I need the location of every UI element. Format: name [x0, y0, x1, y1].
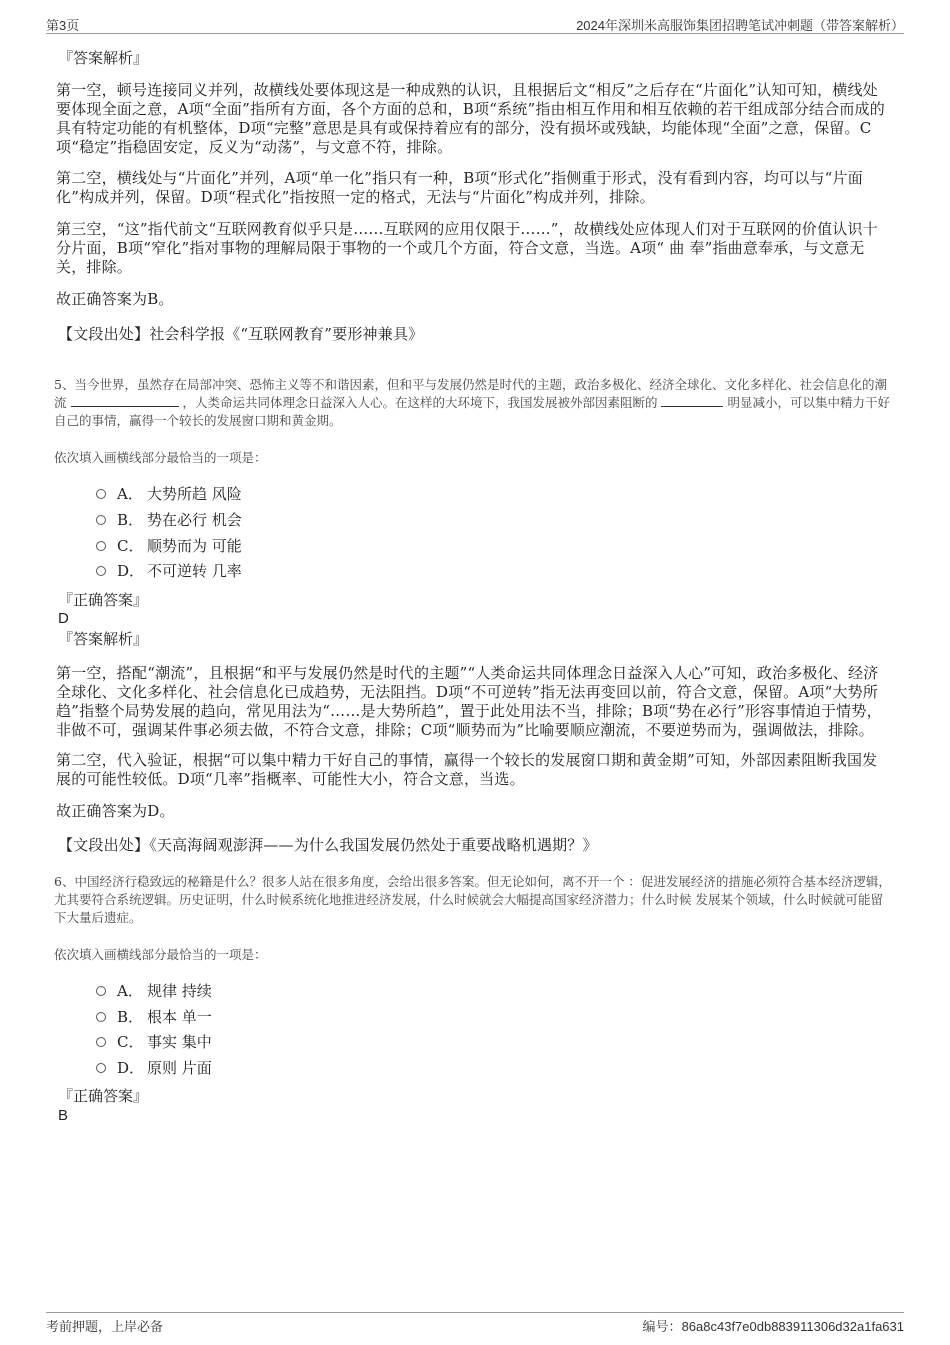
document-title: 2024年深圳米高服饰集团招聘笔试冲刺题（带答案解析）	[576, 18, 904, 33]
radio-icon[interactable]	[96, 515, 106, 525]
q4-conclusion: 故正确答案为B。	[56, 290, 174, 308]
footer-slogan: 考前押题，上岸必备	[46, 1320, 164, 1335]
q5-analysis-label: 『答案解析』	[58, 630, 149, 648]
q5-option-a[interactable]: A． 大势所趋 风险	[96, 484, 242, 504]
document-code: 编号：86a8c43f7e0db883911306d32a1fa631	[642, 1319, 904, 1335]
radio-icon[interactable]	[96, 1063, 106, 1073]
radio-icon[interactable]	[96, 1012, 106, 1022]
radio-icon[interactable]	[96, 986, 106, 996]
q5-answer: D	[58, 610, 69, 627]
q4-analysis-label: 『答案解析』	[58, 49, 149, 67]
q4-analysis-p1: 第一空，顿号连接同义并列，故横线处要体现这是一种成熟的认识，且根据后文“相反”之后存在“片面化”认知可知，横线处要体现全面之意，A项“全面”指所有方面，各个方面的总和，B项“系统”指由相互作用和相互依赖的若干组成部分结合而成的具有特定功能的有机整体，D项“完整”意思是具有或保持着应有的部分，没有损坏或残缺，均能体现“全面”之意，保留。C项“稳定”指稳固安定，反义为“动荡”，与文意不符，排除。	[56, 81, 885, 156]
q5-instruction: 依次填入画横线部分最恰当的一项是：	[54, 450, 267, 465]
q5-option-c[interactable]: C． 顺势而为 可能	[96, 536, 242, 556]
page-footer	[46, 1312, 904, 1335]
q5-blank-1	[71, 394, 179, 407]
radio-icon[interactable]	[96, 541, 106, 551]
q5-blank-2	[661, 394, 723, 407]
q4-analysis-p3: 第三空，“这”指代前文“互联网教育似乎只是……互联网的应用仅限于……”，故横线处应体现人们对于互联网的价值认识十分片面，B项“窄化”指对事物的理解局限于事物的一个或几个方面，符合文意，当选。A项“ 曲 奉”指曲意奉承，与文意无关，排除。	[56, 220, 878, 276]
q5-analysis-p1: 第一空，搭配“潮流”，且根据“和平与发展仍然是时代的主题”“人类命运共同体理念日益深入人心”可知，政治多极化、经济全球化、文化多样化、社会信息化已成趋势，无法阻挡。D项“不可逆转”指无法再变回以前，符合文意，保留。A项“大势所趋”指整个局势发展的趋向，常见用法为“……是大势所趋”，置于此处用法不当，排除；B项“势在必行”形容事情迫于情势，非做不可，强调某件事必须去做，不符合文意，排除；C项“顺势而为”比喻要顺应潮流，不要逆势而为，强调做法，排除。	[56, 664, 882, 739]
page-number: 第3页	[46, 18, 80, 33]
radio-icon[interactable]	[96, 489, 106, 499]
q6-stem: 6、中国经济行稳致远的秘籍是什么？很多人站在很多角度，会给出很多答案。但无论如何，离不开一个 ：促进发展经济的措施必须符合基本经济逻辑，尤其要符合系统逻辑。历史证明，什么时候系统化地推进经济发展，什么时候就会大幅提高国家经济潜力；什么时候 发展某个领域，什么时候就可能留下大量后遗症。	[54, 874, 891, 925]
page-header	[46, 13, 904, 34]
radio-icon[interactable]	[96, 566, 106, 576]
q6-option-d[interactable]: D． 原则 片面	[96, 1058, 212, 1078]
q5-option-b[interactable]: B． 势在必行 机会	[96, 510, 242, 530]
q6-option-a[interactable]: A． 规律 持续	[96, 981, 212, 1001]
q5-option-d[interactable]: D． 不可逆转 几率	[96, 561, 242, 581]
q5-source: 【文段出处】《天高海阔观澎湃——为什么我国发展仍然处于重要战略机遇期？》	[58, 836, 598, 854]
q6-option-b[interactable]: B． 根本 单一	[96, 1007, 212, 1027]
q5-conclusion: 故正确答案为D。	[56, 802, 175, 820]
q6-answer: B	[58, 1107, 69, 1124]
q5-answer-label: 『正确答案』	[58, 591, 149, 609]
radio-icon[interactable]	[96, 1037, 106, 1047]
q6-answer-label: 『正确答案』	[58, 1087, 149, 1105]
q5-stem: 5、当今世界，虽然存在局部冲突、恐怖主义等不和谐因素，但和平与发展仍然是时代的主题，政治多极化、经济全球化、文化多样化、社会信息化的潮流 ，人类命运共同体理念日益深入人心。在这样的大环境下，我国发展被外部因素阻断的 明显减小，可以集中精力干好自己的事情，赢得一个较长的发展窗口期和黄金期。	[54, 377, 890, 428]
q4-source: 【文段出处】社会科学报《“互联网教育”要形神兼具》	[58, 325, 424, 343]
q6-option-c[interactable]: C． 事实 集中	[96, 1032, 212, 1052]
q6-instruction: 依次填入画横线部分最恰当的一项是：	[54, 947, 267, 962]
q4-analysis-p2: 第二空，横线处与“片面化”并列，A项“单一化”指只有一种，B项“形式化”指侧重于形式，没有看到内容，均可以与“片面化”构成并列，保留。D项“程式化”指按照一定的格式，无法与“片面化”构成并列，排除。	[56, 169, 863, 206]
q5-analysis-p2: 第二空，代入验证，根据“可以集中精力干好自己的事情，赢得一个较长的发展窗口期和黄金期”可知，外部因素阻断我国发展的可能性较低。D项“几率”指概率、可能性大小，符合文意，当选。	[56, 751, 878, 788]
